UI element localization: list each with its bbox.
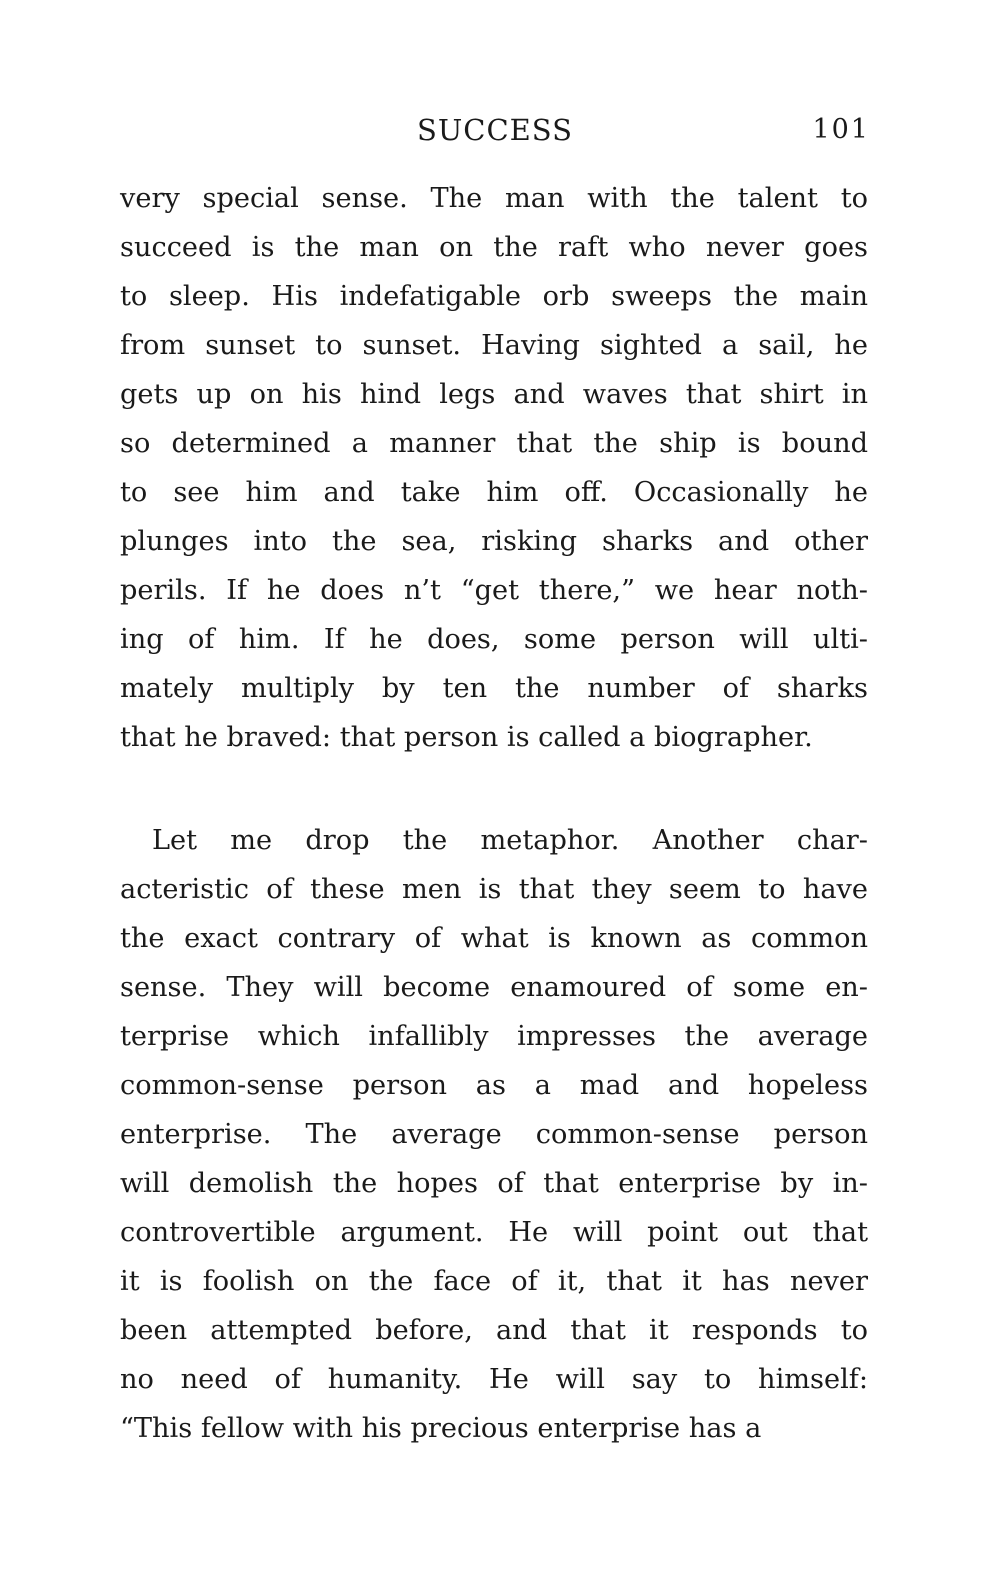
running-head <box>120 108 870 158</box>
paragraph-2 <box>120 816 868 1453</box>
text-line: plunges into the sea, risking sharks and other <box>120 526 868 557</box>
text-line: “This fellow with his precious enterprise has a <box>120 1413 762 1444</box>
paragraph-1 <box>120 174 868 762</box>
text-line: from sunset to sunset. Having sighted a sail, he <box>120 330 868 361</box>
text-line: controvertible argument. He will point out that <box>120 1217 868 1248</box>
text-line: mately multiply by ten the number of sharks <box>120 673 868 704</box>
text-line: will demolish the hopes of that enterprise by in- <box>120 1168 868 1199</box>
text-line: no need of humanity. He will say to himself: <box>120 1364 868 1395</box>
running-title: SUCCESS <box>416 113 574 147</box>
text-line: acteristic of these men is that they seem to have <box>120 874 868 905</box>
text-line: been attempted before, and that it responds to <box>120 1315 868 1346</box>
text-line: succeed is the man on the raft who never goes <box>120 232 868 263</box>
text-line: common-sense person as a mad and hopeless <box>120 1070 868 1101</box>
text-line: gets up on his hind legs and waves that shirt in <box>120 379 868 410</box>
text-line: the exact contrary of what is known as common <box>120 923 868 954</box>
text-line: perils. If he does n’t “get there,” we hear noth- <box>120 575 868 606</box>
text-line: sense. They will become enamoured of some en- <box>120 972 868 1003</box>
text-line: that he braved: that person is called a biographer. <box>120 722 813 753</box>
text-line: ing of him. If he does, some person will ulti- <box>120 624 868 655</box>
text-line: it is foolish on the face of it, that it has never <box>120 1266 868 1297</box>
text-line: very special sense. The man with the talent to <box>120 183 868 214</box>
text-line: so determined a manner that the ship is bound <box>120 428 868 459</box>
text-line: enterprise. The average common-sense person <box>120 1119 868 1150</box>
text-line: Let me drop the metaphor. Another char- <box>152 825 868 856</box>
page-number: 101 <box>812 114 870 145</box>
text-line: to see him and take him off. Occasionally he <box>120 477 868 508</box>
text-line: terprise which infallibly impresses the average <box>120 1021 868 1052</box>
text-line: to sleep. His indefatigable orb sweeps the main <box>120 281 868 312</box>
